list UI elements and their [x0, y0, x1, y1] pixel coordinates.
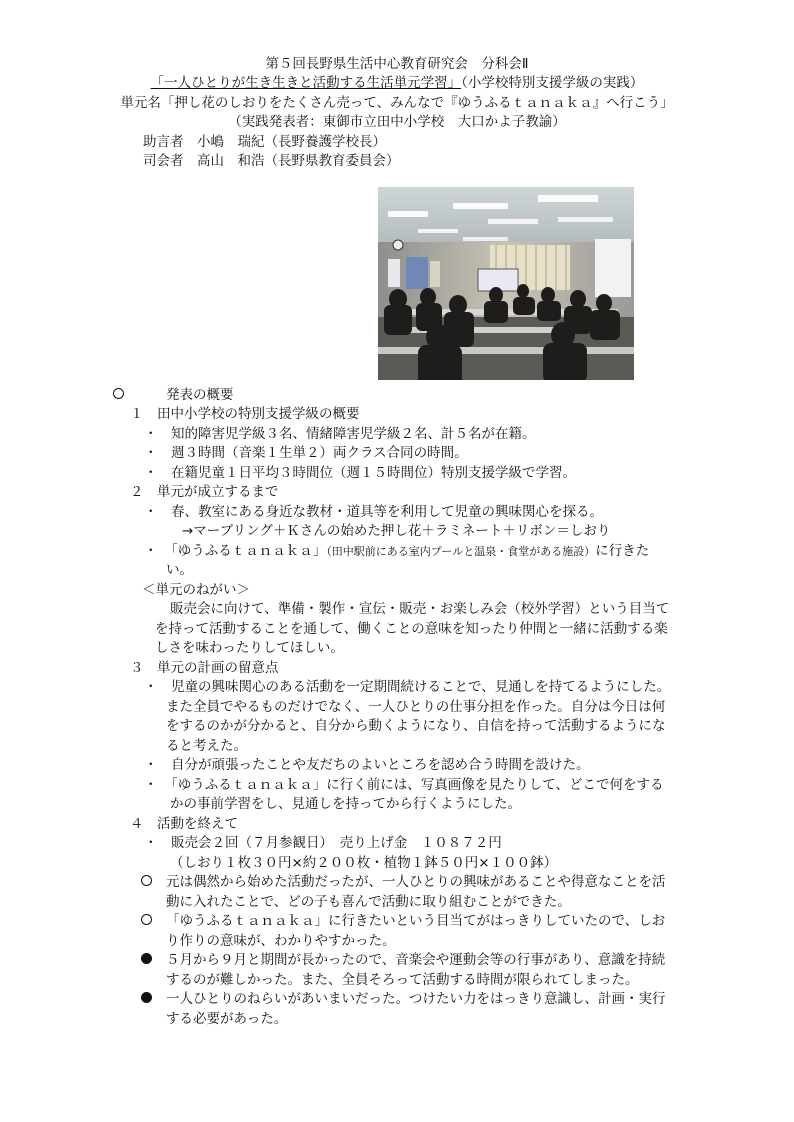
conference-title: 第５回長野県生活中心教育研究会 分科会Ⅱ — [265, 56, 529, 72]
section-3-title: ３ 単元の計画の留意点 — [130, 660, 279, 676]
circle-bullet-icon — [113, 388, 124, 399]
presenter-line: （実践発表者：東御市立田中小学校 大口かよ子教諭） — [228, 114, 566, 130]
list-item-continuation: をするのかが分かると、自分から動くようになり、自信を持って活動するようにな — [166, 718, 666, 734]
open-circle-icon — [141, 875, 152, 886]
aim-text: を持って活動することを通して、働くことの意味を知ったり仲間と一緒に活動する楽 — [155, 621, 668, 637]
point-continuation: り作りの意味が、わかりやすかった。 — [166, 933, 396, 949]
point-text: 元は偶然から始めた活動だったが、一人ひとりの興味があることや得意なことを活 — [166, 874, 666, 890]
unit-title: 単元名「押し花のしおりをたくさん売って、みんなで『ゆうふるｔａｎａｋａ』へ行こう」 — [120, 95, 674, 111]
aim-text: 販売会に向けて、準備・製作・宣伝・販売・お楽しみ会（校外学習）という目当て — [170, 601, 670, 617]
list-item-text: 販売会２回（７月参観日） 売り上げ金 １０８７２円 — [171, 835, 502, 851]
list-item: ・ 春、教室にある身近な教材・道具等を利用して児童の興味関心を探る。 — [144, 504, 603, 520]
list-item-text: に行きた — [595, 543, 650, 559]
summary-title: 発表の概要 — [166, 387, 234, 403]
list-item-note: （田中駅前にある室内プールと温泉・食堂がある施設） — [326, 545, 596, 558]
point-continuation: するのが難しかった。また、全員そろって活動する時間が限られてしまった。 — [166, 972, 639, 988]
list-item-text: 週３時間（音楽１生単２）両クラス合同の時間。 — [171, 445, 468, 461]
list-item-text: 在籍児童１日平均３時間位（週１５時間位）特別支援学級で学習。 — [171, 465, 576, 481]
list-item-continuation: （しおり１枚３０円×約２００枚・植物１鉢５０円×１００鉢） — [170, 855, 558, 871]
list-item-text: 「ゆうふるｔａｎａｋａ」 — [171, 543, 327, 559]
aim-text: しさを味わったりしてほしい。 — [155, 640, 344, 656]
list-item-text: 自分が頑張ったことや友だちのよいところを認め合う時間を設けた。 — [171, 757, 590, 773]
list-item-text: 「ゆうふるｔａｎａｋａ」に行く前には、写真画像を見たりして、どこで何をする — [171, 777, 664, 793]
section-1-title: １ 田中小学校の特別支援学級の概要 — [130, 406, 360, 422]
point-text: 「ゆうふるｔａｎａｋａ」に行きたいという目当てがはっきりしていたので、しお — [166, 913, 666, 929]
list-item: ・ 「ゆうふるｔａｎａｋａ」に行く前には、写真画像を見たりして、どこで何をする — [144, 777, 664, 793]
list-item-continuation: また全員でやるものだけでなく、一人ひとりの仕事分担を作った。自分は今日は何 — [166, 699, 666, 715]
moderator-line: 司会者 高山 和浩（長野県教育委員会） — [143, 153, 400, 169]
list-item-continuation: かの事前学習をし、見通しを持ってから行くようにした。 — [170, 796, 521, 812]
point-continuation: 動に入れたことで、どの子も喜んで活動に取り組むことができた。 — [166, 894, 571, 910]
list-item: ・ 知的障害児学級３名、情緒障害児学級２名、計５名が在籍。 — [144, 426, 536, 442]
list-item: ・ 児童の興味関心のある活動を一定期間続けることで、見通しを持てるようにした。 — [144, 679, 671, 695]
theme-sub: （小学校特別支援学級の実践） — [461, 75, 644, 91]
issue-point — [141, 990, 666, 1008]
list-item: ・ 在籍児童１日平均３時間位（週１５時間位）特別支援学級で学習。 — [144, 465, 576, 481]
positive-point — [141, 912, 665, 930]
aim-title: ＜単元のねがい＞ — [142, 582, 250, 598]
list-item: ・ 販売会２回（７月参観日） 売り上げ金 １０８７２円 — [144, 835, 502, 851]
list-item-text: 春、教室にある身近な教材・道具等を利用して児童の興味関心を探る。 — [171, 504, 603, 520]
section-2-title: ２ 単元が成立するまで — [130, 484, 279, 500]
meeting-room-photo — [378, 187, 634, 380]
filled-circle-icon — [141, 953, 152, 964]
theme-main: 「一人ひとりが生き生きと活動する生活単元学習」 — [150, 75, 462, 91]
summary-heading — [113, 386, 234, 404]
list-item: ・ 「ゆうふるｔａｎａｋａ」（田中駅前にある室内プールと温泉・食堂がある施設）に行きた — [144, 543, 650, 559]
theme-line — [0, 74, 794, 92]
positive-point — [141, 873, 666, 891]
open-circle-icon — [141, 914, 152, 925]
point-text: 一人ひとりのねらいがあいまいだった。つけたい力をはっきり意識し、計画・実行 — [166, 991, 666, 1007]
list-item-continuation: ると考えた。 — [166, 738, 247, 754]
section-4-title: ４ 活動を終えて — [130, 816, 238, 832]
list-item-text: 知的障害児学級３名、情緒障害児学級２名、計５名が在籍。 — [171, 426, 536, 442]
advisor-line: 助言者 小嶋 瑞紀（長野養護学校長） — [143, 134, 386, 150]
meeting-room-illustration — [378, 187, 634, 380]
list-item: ・ 週３時間（音楽１生単２）両クラス合同の時間。 — [144, 445, 468, 461]
list-item-text: 児童の興味関心のある活動を一定期間続けることで、見通しを持てるようにした。 — [171, 679, 671, 695]
arrow-formula: →マーブリング＋Ｋさんの始めた押し花＋ラミネート＋リボン＝しおり — [182, 523, 611, 539]
list-item-continuation: い。 — [166, 562, 193, 578]
point-continuation: する必要があった。 — [166, 1011, 288, 1027]
list-item: ・ 自分が頑張ったことや友だちのよいところを認め合う時間を設けた。 — [144, 757, 590, 773]
issue-point — [141, 951, 665, 969]
point-text: ５月から９月と期間が長かったので、音楽会や運動会等の行事があり、意識を持続 — [166, 952, 666, 968]
filled-circle-icon — [141, 992, 152, 1003]
